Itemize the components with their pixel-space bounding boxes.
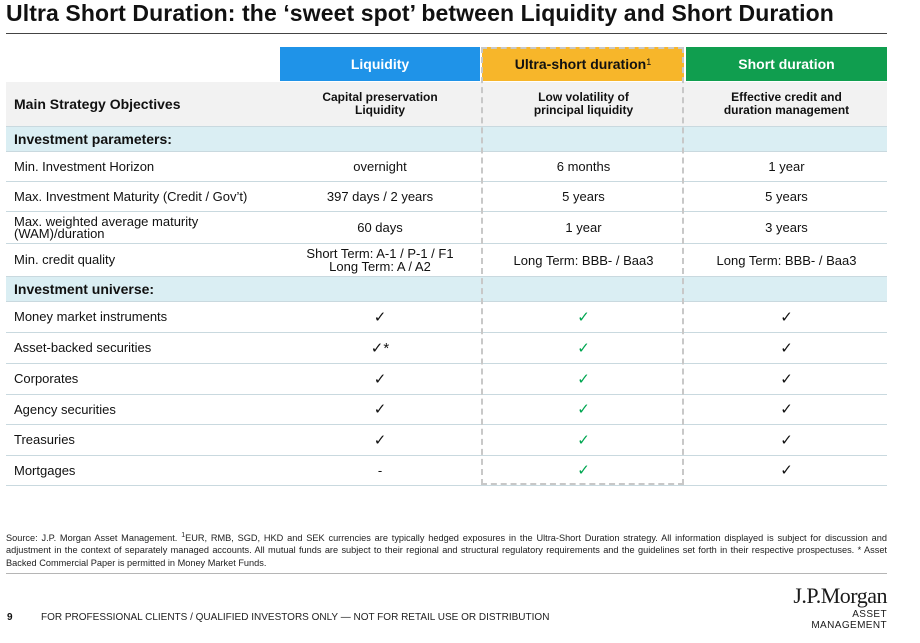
objectives-row <box>6 82 887 127</box>
footnote-marker: 1 <box>181 532 186 539</box>
cell-ultra-short: Long Term: BBB- / Baa3 <box>513 252 654 268</box>
cell-line: Short Term: A-1 / P-1 / F1 <box>306 246 454 261</box>
table-row <box>6 333 887 364</box>
check-icon: ✓ <box>373 308 387 326</box>
objective-line: principal liquidity <box>533 103 634 117</box>
check-icon: ✓* <box>370 339 390 357</box>
table-row <box>6 182 887 212</box>
row-label: Min. Investment Horizon <box>14 158 155 174</box>
section-title: Investment parameters: <box>14 131 172 147</box>
row-label: Main Strategy Objectives <box>14 96 181 112</box>
title-divider <box>6 33 887 34</box>
objective-line: Low volatility of <box>538 90 629 104</box>
row-label: Asset-backed securities <box>14 340 152 355</box>
row-label: Mortgages <box>14 462 76 478</box>
check-icon: ✓ <box>373 370 387 388</box>
logo-wordmark: J.P.Morgan <box>793 583 887 608</box>
column-header-ultra-short <box>482 47 684 81</box>
table-row <box>6 152 887 182</box>
objective-ultra-short <box>482 82 685 126</box>
cell-liquidity <box>280 244 480 276</box>
row-label: Money market instruments <box>14 309 168 324</box>
row-label-line: (WAM)/duration <box>14 225 105 241</box>
page-title: Ultra Short Duration: the ‘sweet spot’ between Liquidity and Short Duration <box>6 0 834 26</box>
row-label: Min. credit quality <box>14 252 116 267</box>
logo-subtitle: ASSET MANAGEMENT <box>811 609 887 631</box>
cell-ultra-short: 6 months <box>556 159 611 174</box>
section-header-parameters <box>6 127 887 152</box>
source-text: EUR, RMB, SGD, HKD and SEK currencies are typically hedged exposures in the Ultra-Short Duration strategy. All information displayed is subject for discussion and adjustment in the context of separately managed accounts. All mutual funds are subject to their regional and structural regulatory requirements and the guidelines set forth in their respective prospectuses. * Asset Backed Commercial Paper is permitted in Money Market Funds. <box>6 533 887 568</box>
objective-liquidity <box>280 82 480 126</box>
objective-short-duration <box>686 82 887 126</box>
dash-value: - <box>377 463 383 478</box>
table-row <box>6 212 887 244</box>
source-text: Source: J.P. Morgan Asset Management. <box>6 533 182 544</box>
check-icon: ✓ <box>577 308 590 326</box>
column-header-short-duration-label: Short duration <box>738 56 835 72</box>
check-icon: ✓ <box>577 339 590 357</box>
cell-ultra-short: 5 years <box>562 189 605 204</box>
row-label-line: Max. weighted average maturity <box>14 213 199 229</box>
check-icon: ✓ <box>373 431 387 449</box>
footnote-marker: 1 <box>646 57 652 67</box>
disclaimer: FOR PROFESSIONAL CLIENTS / QUALIFIED INVESTORS ONLY — NOT FOR RETAIL USE OR DISTRIBUTION <box>41 612 550 623</box>
jpmorgan-logo <box>783 585 887 631</box>
table-row <box>6 456 887 486</box>
check-icon: ✓ <box>780 431 793 449</box>
section-header-universe <box>6 277 887 302</box>
cell-liquidity: overnight <box>353 159 407 174</box>
cell-ultra-short: 1 year <box>565 220 602 235</box>
cell-short-duration: Long Term: BBB- / Baa3 <box>716 252 857 268</box>
table-row <box>6 364 887 395</box>
section-title: Investment universe: <box>14 281 155 297</box>
objective-line: duration management <box>723 103 850 117</box>
row-label <box>14 212 198 243</box>
cell-short-duration: 3 years <box>765 220 808 235</box>
column-header-short-duration <box>686 47 887 81</box>
column-header-ultra-short-label: Ultra-short duration <box>514 56 647 72</box>
row-label: Treasuries <box>14 432 75 447</box>
check-icon: ✓ <box>780 370 793 388</box>
column-header-liquidity-label: Liquidity <box>350 56 410 72</box>
cell-short-duration: 1 year <box>768 159 805 174</box>
page-number: 9 <box>7 612 13 623</box>
check-icon: ✓ <box>780 401 793 418</box>
objective-line: Liquidity <box>355 103 405 117</box>
table-row <box>6 302 887 333</box>
column-header-liquidity <box>280 47 480 81</box>
objective-line: Effective credit and <box>731 90 842 104</box>
cell-line: Long Term: A / A2 <box>329 259 431 274</box>
check-icon: ✓ <box>577 401 590 418</box>
check-icon: ✓ <box>373 401 387 418</box>
cell-short-duration: 5 years <box>765 189 808 204</box>
row-label: Corporates <box>14 371 79 386</box>
check-icon: ✓ <box>577 462 590 479</box>
row-label: Max. Investment Maturity (Credit / Gov’t) <box>14 188 248 204</box>
table-row <box>6 425 887 456</box>
objective-line: Capital preservation <box>322 90 438 104</box>
cell-liquidity: 397 days / 2 years <box>326 189 434 204</box>
check-icon: ✓ <box>780 339 793 357</box>
table-row <box>6 395 887 425</box>
check-icon: ✓ <box>577 370 590 388</box>
row-label: Agency securities <box>14 401 116 417</box>
check-icon: ✓ <box>577 431 590 449</box>
check-icon: ✓ <box>780 462 793 479</box>
cell-liquidity: 60 days <box>357 220 403 235</box>
table-row <box>6 244 887 277</box>
footer-divider <box>6 573 887 574</box>
check-icon: ✓ <box>780 308 793 326</box>
source-note <box>6 530 887 569</box>
